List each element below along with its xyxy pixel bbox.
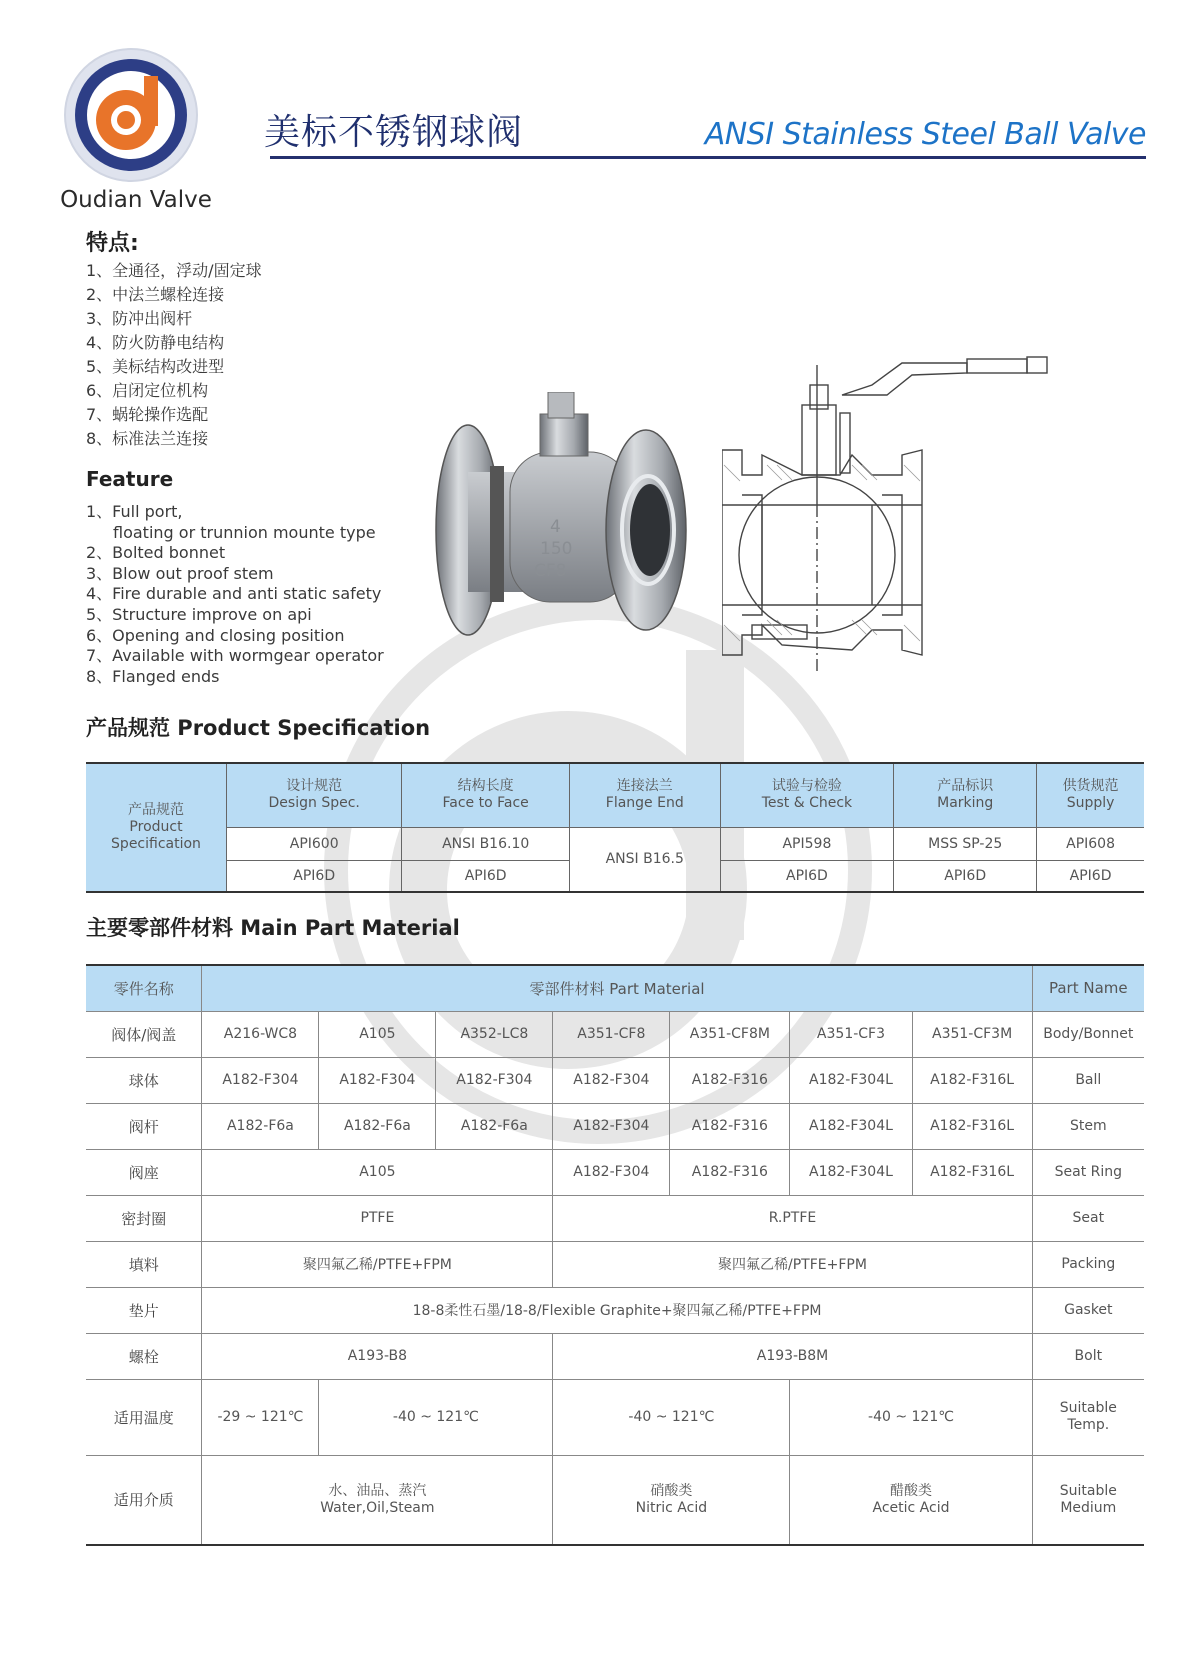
material-cell: A352-LC8 [436, 1011, 553, 1057]
header-cn: 结构长度 [457, 778, 514, 795]
oudian-logo [58, 42, 204, 188]
list-item: 7、蜗轮操作选配 [86, 405, 209, 424]
material-cell: A105 [319, 1011, 436, 1057]
material-heading: 主要零部件材料 Main Part Material [86, 916, 460, 940]
list-item: 6、启闭定位机构 [86, 381, 209, 400]
list-item: 7、Available with wormgear operator [86, 646, 384, 666]
part-name-en [1032, 1379, 1144, 1455]
list-item: 2、Bolted bonnet [86, 543, 226, 563]
material-cell: A216-WC8 [202, 1011, 319, 1057]
spec-cell: ANSI B16.5 [569, 827, 720, 892]
material-cell: 18-8柔性石墨/18-8/Flexible Graphite+聚四氟乙稀/PTFE+FPM [202, 1287, 1032, 1333]
spec-cell: API608 [1037, 827, 1144, 860]
material-col-header: 零部件材料 Part Material [202, 965, 1032, 1011]
medium-cn: 水、油品、蒸汽 [328, 1482, 427, 1499]
photo-marking-size: 4 [550, 517, 561, 537]
header-cn: 产品标识 [937, 778, 994, 795]
features-cn-heading: 特点: [86, 231, 139, 256]
material-table [86, 964, 1144, 1546]
spec-side-header [86, 763, 227, 892]
material-cell: -40 ~ 121℃ [319, 1379, 553, 1455]
material-cell: A182-F304 [553, 1057, 670, 1103]
header-en: Supply [1066, 795, 1115, 812]
medium-en2: Medium [1060, 1499, 1117, 1516]
part-name-en: Body/Bonnet [1032, 1011, 1144, 1057]
material-cell: A182-F316L [912, 1057, 1032, 1103]
list-item: 8、标准法兰连接 [86, 429, 209, 448]
material-col-header: 零件名称 [86, 965, 202, 1011]
temp-en2: Temp. [1067, 1417, 1110, 1433]
material-cell: R.PTFE [553, 1195, 1032, 1241]
spec-side-cn: 产品规范 [128, 802, 184, 818]
material-cell: A351-CF8M [670, 1011, 790, 1057]
header-cn: 试验与检验 [771, 778, 842, 795]
material-cell: A182-F6a [202, 1103, 319, 1149]
material-cell: A193-B8 [202, 1333, 553, 1379]
material-cell: -29 ~ 121℃ [202, 1379, 319, 1455]
material-cell: A182-F304L [790, 1057, 912, 1103]
part-name-cn: 阀座 [86, 1149, 202, 1195]
spec-heading: 产品规范 Product Specification [86, 716, 431, 740]
material-col-header: Part Name [1032, 965, 1144, 1011]
medium-en: Water,Oil,Steam [320, 1499, 435, 1516]
spec-cell: API598 [720, 827, 894, 860]
material-cell: A182-F304 [436, 1057, 553, 1103]
spec-side-en1: Product [129, 819, 183, 835]
spec-side-en2: Specification [111, 836, 201, 852]
material-cell: A193-B8M [553, 1333, 1032, 1379]
list-item: 6、Opening and closing position [86, 625, 345, 645]
photo-marking-class: 150 [540, 539, 573, 559]
spec-cell: ANSI B16.10 [402, 827, 570, 860]
part-name-cn: 适用介质 [86, 1455, 202, 1545]
medium-en1: Suitable [1059, 1482, 1117, 1499]
features-en-heading: Feature [86, 467, 174, 491]
material-cell: A105 [202, 1149, 553, 1195]
spec-col-header [1037, 763, 1144, 827]
spec-cell: API6D [720, 860, 894, 892]
part-name-cn: 适用温度 [86, 1379, 202, 1455]
spec-col-header [720, 763, 894, 827]
list-item: 4、Fire durable and anti static safety [86, 584, 382, 604]
list-item: 2、中法兰螺栓连接 [86, 285, 225, 304]
material-cell: -40 ~ 121℃ [553, 1379, 790, 1455]
page-title-en: ANSI Stainless Steel Ball Valve [704, 117, 1146, 152]
part-name-cn: 填料 [86, 1241, 202, 1287]
part-name-en: Packing [1032, 1241, 1144, 1287]
header-en: Test & Check [761, 795, 853, 812]
valve-photo [428, 392, 692, 662]
material-cell: A182-F304 [553, 1149, 670, 1195]
material-cell: A351-CF3M [912, 1011, 1032, 1057]
features-cn-list [86, 259, 262, 451]
material-cell: A182-F316L [912, 1149, 1032, 1195]
part-name-en: Seat [1032, 1195, 1144, 1241]
material-cell: A182-F304L [790, 1149, 912, 1195]
material-cell [202, 1455, 553, 1545]
material-cell: A182-F304 [202, 1057, 319, 1103]
header-en: Design Spec. [268, 795, 360, 812]
material-cell: A182-F304 [319, 1057, 436, 1103]
medium-en: Nitric Acid [635, 1499, 708, 1516]
part-name-en [1032, 1455, 1144, 1545]
part-name-en: Stem [1032, 1103, 1144, 1149]
part-name-en: Ball [1032, 1057, 1144, 1103]
material-cell: A182-F304 [553, 1103, 670, 1149]
part-name-cn: 密封圈 [86, 1195, 202, 1241]
header-en: Face to Face [442, 795, 529, 812]
part-name-cn: 阀体/阀盖 [86, 1011, 202, 1057]
material-cell: 聚四氟乙稀/PTFE+FPM [553, 1241, 1032, 1287]
spec-cell: API6D [894, 860, 1037, 892]
material-cell: A182-F316L [912, 1103, 1032, 1149]
material-cell: A182-F6a [319, 1103, 436, 1149]
part-name-en: Seat Ring [1032, 1149, 1144, 1195]
material-cell: A182-F316 [670, 1149, 790, 1195]
material-cell: 聚四氟乙稀/PTFE+FPM [202, 1241, 553, 1287]
material-cell [553, 1455, 790, 1545]
header-cn: 设计规范 [286, 778, 343, 795]
page-title-cn: 美标不锈钢球阀 [264, 112, 524, 153]
part-name-cn: 球体 [86, 1057, 202, 1103]
material-cell: A182-F6a [436, 1103, 553, 1149]
list-item: 4、防火防静电结构 [86, 333, 225, 352]
material-cell: A182-F304L [790, 1103, 912, 1149]
material-cell: A351-CF3 [790, 1011, 912, 1057]
material-cell: A182-F316 [670, 1057, 790, 1103]
photo-marking-material: CF8 [534, 561, 567, 581]
material-cell: A351-CF8 [553, 1011, 670, 1057]
part-name-cn: 垫片 [86, 1287, 202, 1333]
spec-cell: API6D [227, 860, 402, 892]
title-underline [270, 156, 1146, 159]
part-name-cn: 阀杆 [86, 1103, 202, 1149]
part-name-en: Gasket [1032, 1287, 1144, 1333]
spec-cell: API600 [227, 827, 402, 860]
spec-cell: API6D [402, 860, 570, 892]
header-cn: 供货规范 [1062, 778, 1119, 795]
list-item: 5、Structure improve on api [86, 604, 312, 624]
material-cell [790, 1455, 1032, 1545]
material-cell: -40 ~ 121℃ [790, 1379, 1032, 1455]
medium-cn: 硝酸类 [650, 1482, 693, 1499]
spec-cell: MSS SP-25 [894, 827, 1037, 860]
list-item: 3、防冲出阀杆 [86, 309, 193, 328]
part-name-cn: 螺栓 [86, 1333, 202, 1379]
header-en: Marking [937, 795, 994, 812]
list-item: 1、全通径，浮动/固定球 [86, 261, 262, 280]
list-item: 3、Blow out proof stem [86, 563, 274, 583]
spec-col-header [402, 763, 570, 827]
medium-en: Acetic Acid [872, 1499, 950, 1516]
spec-col-header [569, 763, 720, 827]
spec-cell: API6D [1037, 860, 1144, 892]
brand-name: Oudian Valve [60, 187, 212, 213]
list-item: floating or trunnion mounte type [113, 522, 376, 542]
valve-section-drawing [722, 355, 1108, 680]
list-item: 8、Flanged ends [86, 666, 220, 686]
part-name-en: Bolt [1032, 1333, 1144, 1379]
spec-table [86, 762, 1144, 893]
header-en: Flange End [605, 795, 684, 812]
material-cell: PTFE [202, 1195, 553, 1241]
features-en-list [86, 502, 384, 687]
medium-cn: 醋酸类 [890, 1482, 932, 1499]
material-cell: A182-F316 [670, 1103, 790, 1149]
list-item: 5、美标结构改进型 [86, 357, 225, 376]
list-item: 1、Full port, [86, 502, 183, 521]
spec-col-header [227, 763, 402, 827]
spec-col-header [894, 763, 1037, 827]
temp-en1: Suitable [1059, 1400, 1117, 1416]
header-cn: 连接法兰 [616, 778, 673, 795]
